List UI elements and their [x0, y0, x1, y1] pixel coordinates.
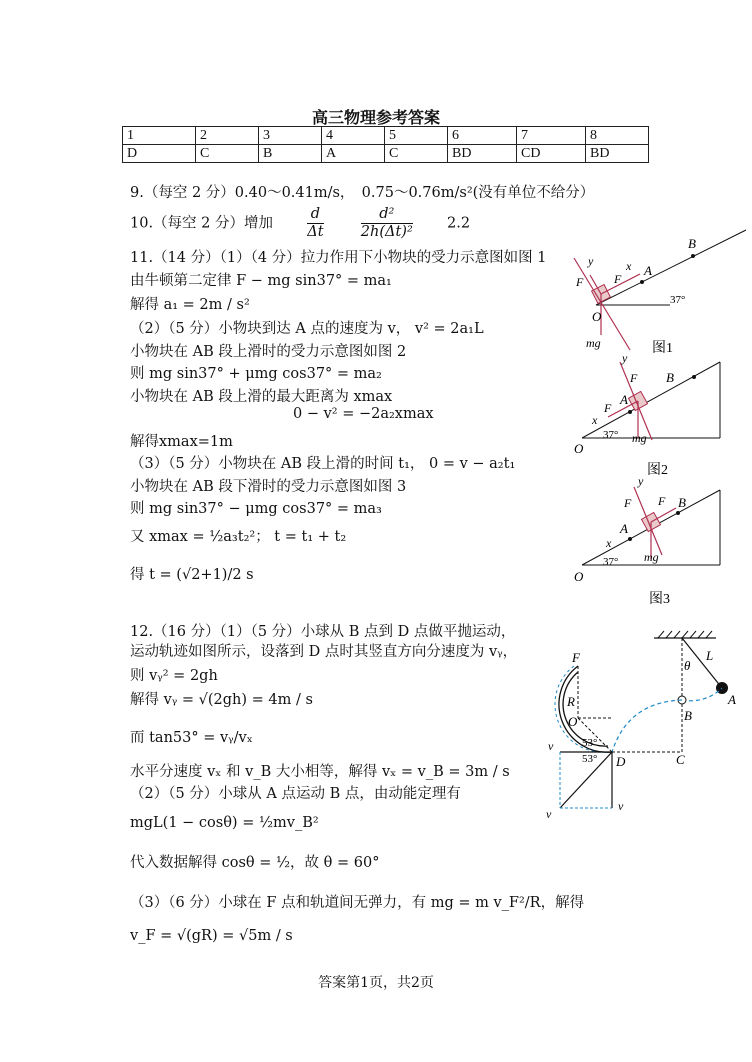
- q12-line: 则 vᵧ² = 2gh: [130, 668, 218, 684]
- force-label-Ff: F: [658, 494, 666, 508]
- axis-label-y: y: [588, 254, 594, 268]
- force-label-F: F: [614, 272, 622, 286]
- q10-value: 2.2: [446, 215, 471, 232]
- q11-line: 则 mg sin37° + μmg cos37° = ma₂: [130, 366, 382, 382]
- fraction-denominator: Δt: [307, 224, 324, 240]
- q11-line: 小物块在 AB 段下滑时的受力示意图如图 3: [130, 479, 407, 495]
- q11-line: 小物块在 AB 段上滑的最大距离为 xmax: [130, 389, 393, 405]
- table-cell: 2: [196, 127, 259, 145]
- axis-label-x: x: [592, 413, 598, 427]
- figure-3: [570, 475, 750, 610]
- table-row: [123, 127, 649, 145]
- q12-line: v_F = √(gR) = √5m / s: [130, 928, 293, 944]
- axis-label-y: y: [622, 351, 628, 365]
- force-label-FN: F: [576, 275, 584, 289]
- table-cell: D: [123, 145, 196, 163]
- force-label-mg: mg: [632, 431, 647, 445]
- angle-label: 37°: [603, 556, 619, 568]
- angle-label: 37°: [603, 429, 619, 441]
- table-cell: A: [322, 145, 385, 163]
- angle-label: 37°: [670, 294, 686, 306]
- q10-line: [130, 206, 470, 241]
- point-label-B: B: [666, 370, 674, 385]
- table-cell: CD: [517, 145, 586, 163]
- point-label-F: F: [572, 650, 580, 665]
- figure-q12: [520, 628, 752, 828]
- point-label-A: A: [728, 692, 736, 707]
- table-cell: 8: [586, 127, 649, 145]
- axis-label-y: y: [638, 475, 644, 488]
- table-cell: 6: [448, 127, 517, 145]
- q12-line: mgL(1 − cosθ) = ½mv_B²: [130, 815, 319, 831]
- table-cell: 7: [517, 127, 586, 145]
- q11-line: 则 mg sin37° − μmg cos37° = ma₃: [130, 501, 382, 517]
- point-label-O: O: [574, 441, 584, 456]
- q12-line: 运动轨迹如图所示，设落到 D 点时其竖直方向分速度为 vᵧ，: [130, 644, 518, 660]
- table-cell: 5: [385, 127, 448, 145]
- page-title: 高三物理参考答案: [311, 108, 440, 127]
- table-row: [123, 145, 649, 163]
- angle-label-theta: θ: [684, 658, 691, 673]
- table-cell: B: [259, 145, 322, 163]
- figure-2: [570, 350, 750, 478]
- q11-line: 解得xmax=1m: [130, 434, 233, 450]
- q11-line: 0 − v² = −2a₂xmax: [293, 406, 434, 422]
- q12-line: （2）（5 分）小球从 A 点运动 B 点，由动能定理有: [130, 786, 461, 802]
- q12-line: 而 tan53° = vᵧ/vₓ: [130, 730, 253, 746]
- page-footer: 答案第1页，共2页: [318, 975, 434, 991]
- table-cell: C: [196, 145, 259, 163]
- q12-line: （3）（6 分）小球在 F 点和轨道间无弹力，有 mg = m v_F²/R，解得: [130, 895, 585, 911]
- velocity-label-vD: v: [546, 807, 552, 821]
- q11-line: 11.（14 分）（1）（4 分）拉力作用下小物块的受力示意图如图 1: [130, 250, 547, 266]
- point-label-A: A: [644, 263, 652, 278]
- point-label-O: O: [568, 714, 578, 729]
- figure-caption: 图1: [652, 341, 673, 355]
- answer-table: [122, 126, 649, 163]
- angle-label-53a: 53°: [582, 737, 598, 749]
- axis-label-x: x: [606, 536, 612, 550]
- point-label-B: B: [678, 495, 686, 510]
- fraction-denominator: 2h(Δt)²: [360, 224, 413, 240]
- table-cell: BD: [448, 145, 517, 163]
- point-label-A: A: [620, 392, 628, 407]
- q10-prefix: 10.（每空 2 分）增加: [130, 215, 274, 232]
- q11-line: 又 xmax = ½a₃t₂²； t = t₁ + t₂: [130, 529, 347, 545]
- q11-line: （3）（5 分）小物块在 AB 段上滑的时间 t₁， 0 = v − a₂t₁: [130, 456, 516, 472]
- q9-line: 9.（每空 2 分）0.40～0.41m/s， 0.75～0.76m/s²(没有单位不给分）: [130, 185, 595, 201]
- q11-line: 小物块在 AB 段上滑时的受力示意图如图 2: [130, 344, 407, 360]
- table-cell: C: [385, 145, 448, 163]
- q12-line: 代入数据解得 cosθ = ½，故 θ = 60°: [130, 855, 380, 871]
- q10-fraction-2: [361, 206, 413, 241]
- point-label-D: D: [616, 754, 626, 769]
- figure-caption: 图2: [647, 463, 668, 478]
- force-label-FN: F: [624, 496, 632, 510]
- force-label-Ff: F: [604, 401, 612, 415]
- point-label-O: O: [574, 569, 584, 584]
- point-label-B: B: [684, 708, 692, 723]
- point-label-A: A: [620, 521, 628, 536]
- point-label-B: B: [688, 236, 696, 251]
- q12-line: 解得 vᵧ = √(2gh) = 4m / s: [130, 692, 313, 708]
- length-label-L: L: [706, 648, 714, 663]
- q11-line: 得 t = (√2+1)/2 s: [130, 567, 254, 583]
- velocity-label-vy: v: [618, 799, 624, 813]
- q12-line: 12.（16 分）（1）（5 分）小球从 B 点到 D 点做平抛运动，: [130, 624, 516, 640]
- force-label-mg: mg: [586, 336, 601, 350]
- table-cell: 1: [123, 127, 196, 145]
- table-cell: BD: [586, 145, 649, 163]
- figure-1: [560, 220, 752, 355]
- fraction-numerator: d: [310, 206, 321, 222]
- point-label-O: O: [592, 309, 602, 324]
- angle-label-53b: 53°: [582, 753, 598, 765]
- q12-line: 水平分速度 vₓ 和 v_B 大小相等，解得 vₓ = v_B = 3m / s: [130, 764, 510, 780]
- q11-line: 由牛顿第二定律 F − mg sin37° = ma₁: [130, 273, 392, 289]
- velocity-label-vx: v: [548, 739, 554, 753]
- q11-line: （2）（5 分）小物块到达 A 点的速度为 v， v² = 2a₁L: [130, 321, 484, 337]
- q11-line: 解得 a₁ = 2m / s²: [130, 297, 250, 313]
- fraction-numerator: d²: [379, 206, 395, 222]
- axis-label-x: x: [626, 259, 632, 273]
- table-cell: 4: [322, 127, 385, 145]
- figure-caption: 图3: [649, 592, 670, 607]
- point-label-C: C: [676, 752, 685, 767]
- force-label-FN: F: [630, 371, 638, 385]
- table-cell: 3: [259, 127, 322, 145]
- point-label-R: R: [567, 694, 575, 709]
- force-label-mg: mg: [644, 550, 659, 564]
- q10-fraction-1: [307, 206, 323, 241]
